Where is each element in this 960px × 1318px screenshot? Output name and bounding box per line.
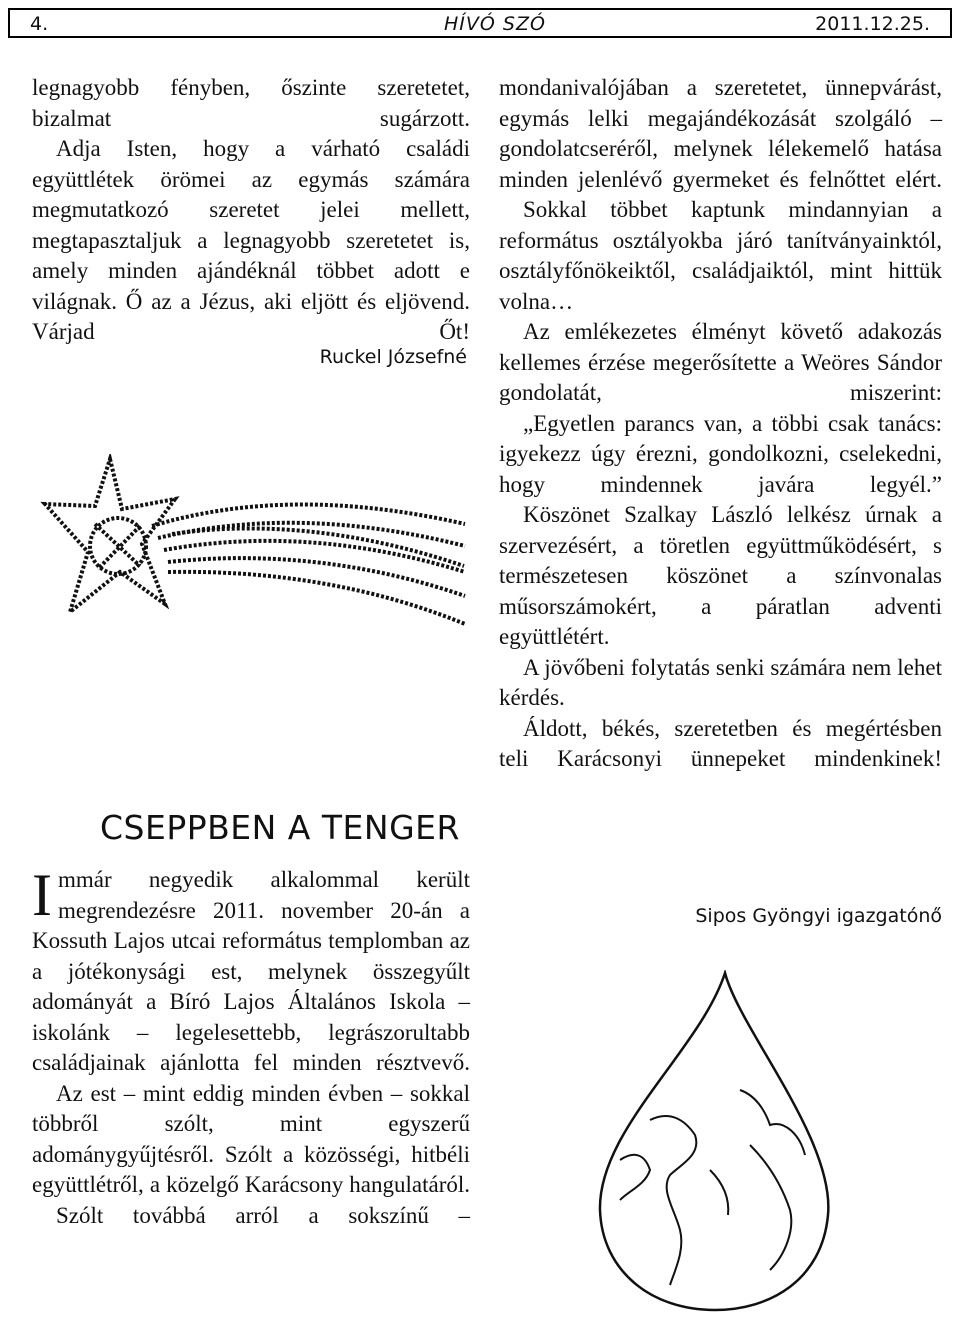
author-signature: Ruckel Józsefné	[319, 346, 467, 368]
page-number: 4.	[30, 13, 49, 35]
paragraph: mondanivalójában a szeretetet, ünnepvárást, egymás lelki megajándékozását szolgáló – gondolatcseréről, melynek lélekemelő hatása minden jelenlévő gyermeket és felnőttet elért.	[499, 75, 942, 192]
shooting-star-illustration	[40, 454, 470, 639]
paragraph: Sokkal többet kaptunk mindannyian a református osztályokba járó tanítványainktól, osztályfőnökeiktől, családjaiktól, mint hittük volna…	[499, 197, 942, 314]
paragraph: Szólt továbbá arról a sokszínű –	[56, 1202, 470, 1228]
article-heading: CSEPPBEN A TENGER	[100, 808, 460, 847]
paragraph: A jövőbeni folytatás senki számára nem lehet kérdés.	[499, 654, 942, 710]
paragraph: mmár negyedik alkalommal került megrendezésre 2011. november 20-án a Kossuth Lajos utcai református templomban az a jótékonysági est, melynek összegyűlt adományát a Bíró Lajos Általános Iskola – iskolánk – legelesettebb, legrászorultabb családjainak ajánlotta fel minden résztvevő.	[32, 867, 470, 1075]
continent-outlines	[620, 1090, 805, 1285]
article-left-text	[32, 862, 470, 1231]
paragraph: Áldott, békés, szeretetben és megértésben teli Karácsonyi ünnepeket mindenkinek!	[499, 715, 942, 771]
right-column-text	[499, 73, 942, 775]
earth-droplet-illustration	[590, 970, 840, 1315]
left-column-top-text	[32, 73, 470, 348]
author-signature: Sipos Gyöngyi igazgatónő	[695, 905, 942, 927]
issue-date: 2011.12.25.	[815, 13, 930, 35]
paragraph: Adja Isten, hogy a várható családi együttlétek örömei az egymás számára megmutatkozó szeretet jelei mellett, megtapasztaljuk a legnagyobb szeretetet is, amely minden ajándéknál többet adott e világnak. Ő az a Jézus, aki eljött és eljövend. Várjad Őt!	[32, 136, 470, 344]
page-header	[8, 8, 952, 38]
paragraph: „Egyetlen parancs van, a többi csak tanács: igyekezz úgy érezni, gondolkozni, cselekedni, hogy mindennek javára legyél.”	[499, 410, 942, 497]
paragraph: legnagyobb fényben, őszinte szeretetet, bizalmat sugárzott.	[32, 75, 470, 131]
paragraph: Köszönet Szalkay László lelkész úrnak a szervezésért, a töretlen együttműködésért, s természetesen köszönet a színvonalas műsorszámokért, a páratlan adventi együttlétért.	[499, 502, 942, 649]
paragraph: Az emlékezetes élményt követő adakozás kellemes érzése megerősítette a Weöres Sándor gondolatát, miszerint:	[499, 319, 942, 405]
star-tail	[152, 504, 465, 624]
paragraph: Az est – mint eddig minden évben – sokkal többről szólt, mint egyszerű adománygyűjtésről. Szólt a közösségi, hitbéli együttlétről, a közelgő Karácsony hangulatáról.	[32, 1080, 470, 1197]
star-drawing	[45, 459, 175, 612]
newspaper-title: HÍVÓ SZÓ	[444, 13, 546, 35]
drop-cap: I	[32, 862, 52, 928]
